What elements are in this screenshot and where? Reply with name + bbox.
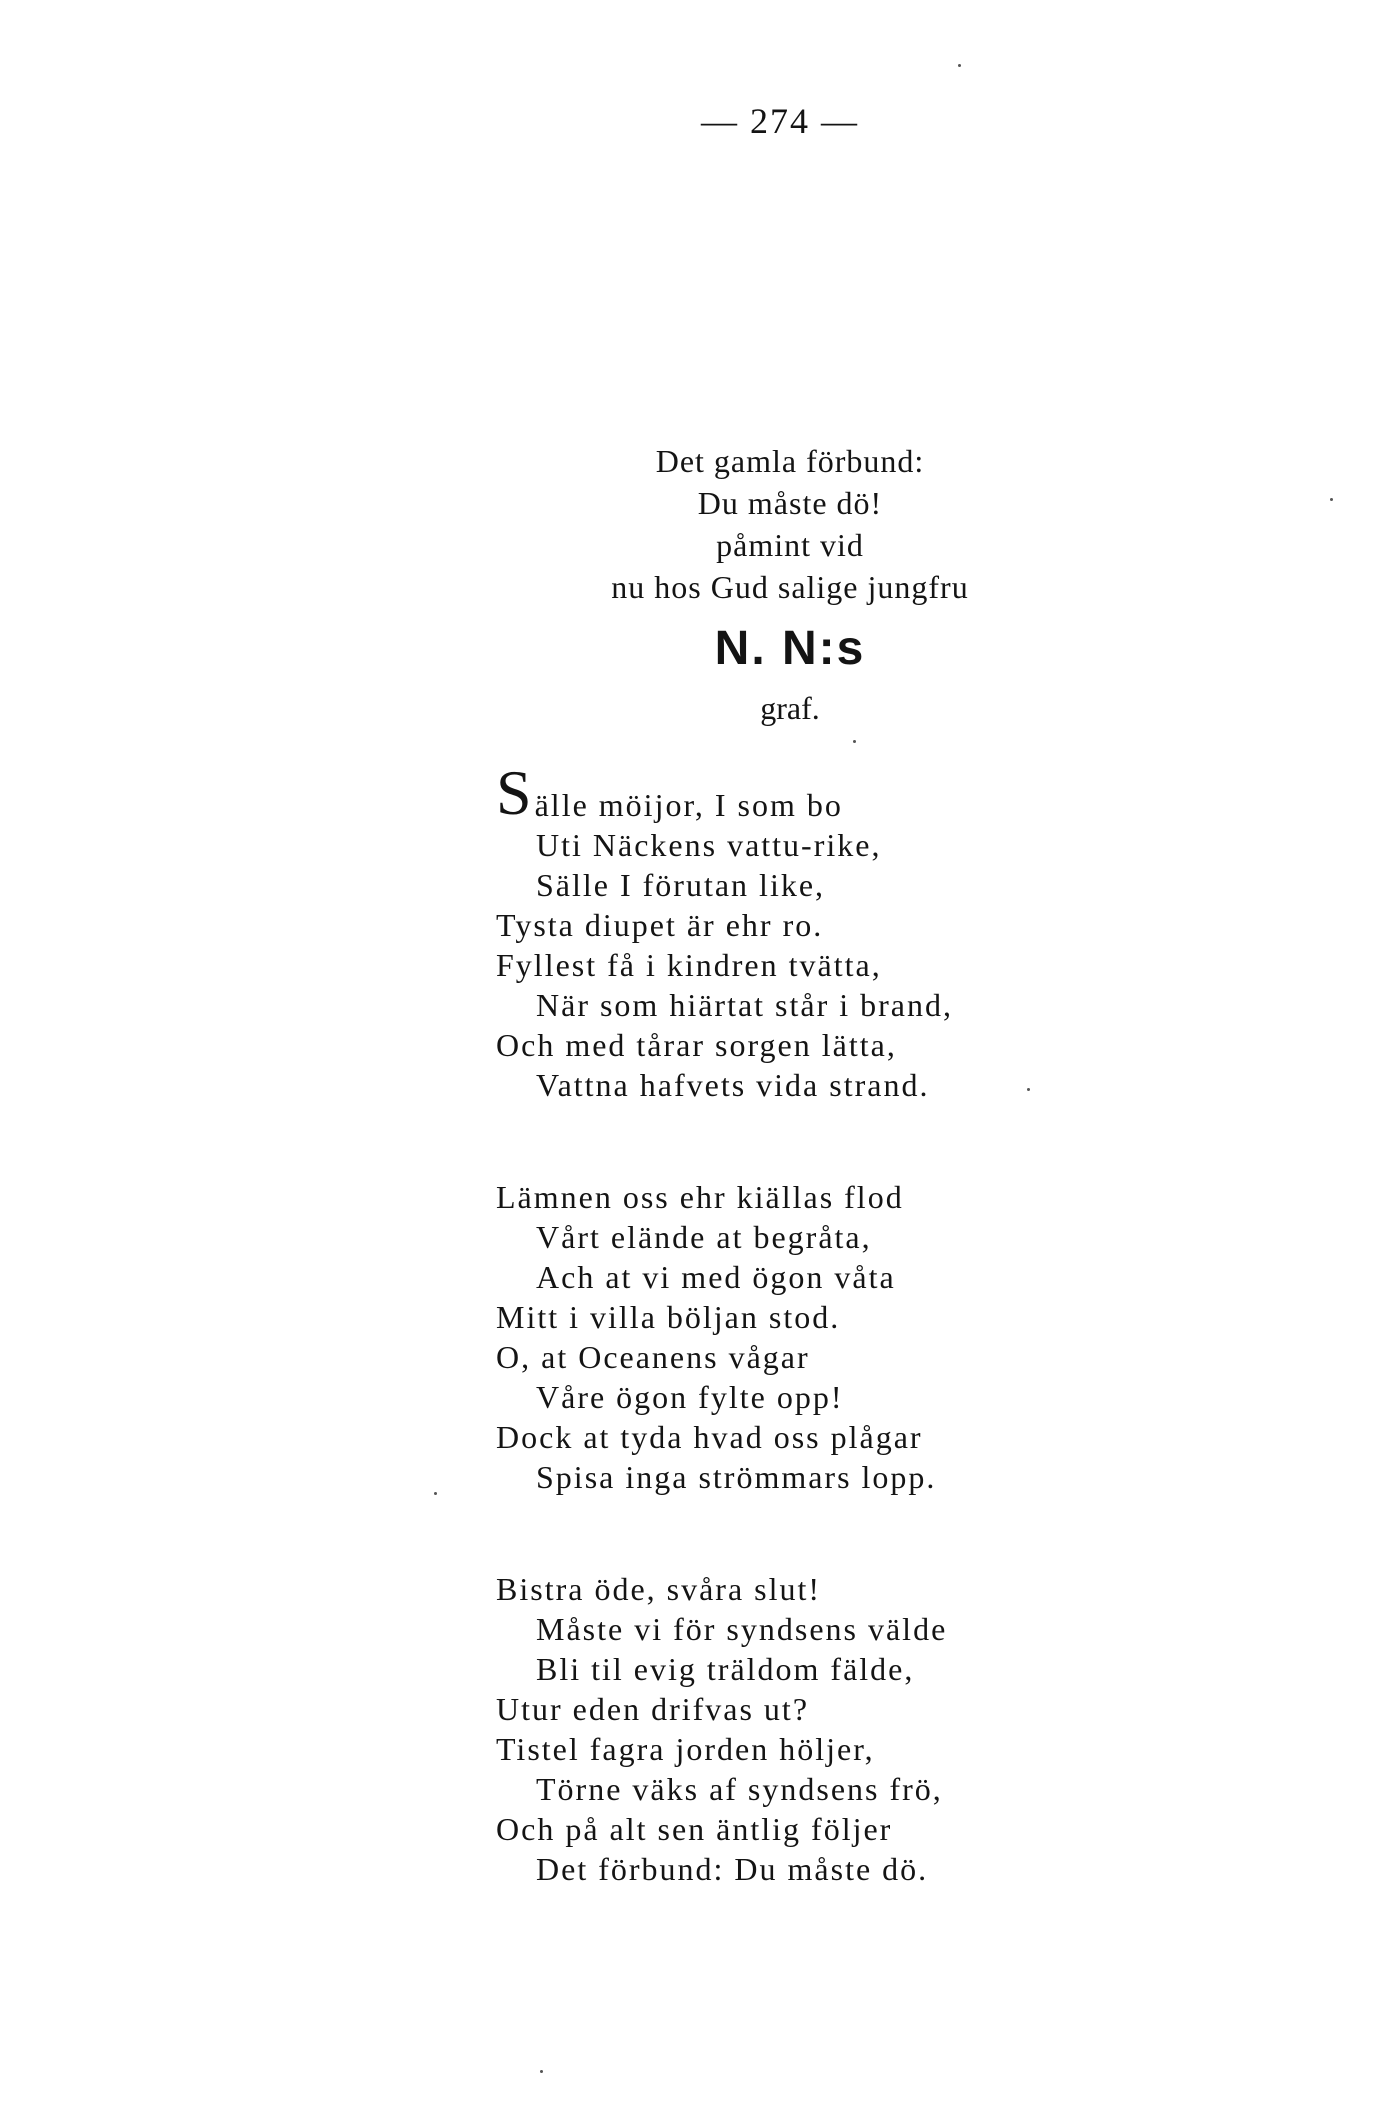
poem-line-text: Det förbund: Du måste dö.: [536, 1851, 929, 1887]
poem-line: [496, 1025, 1056, 1065]
poem-body: [496, 757, 1056, 1961]
poem-line: [496, 1065, 1056, 1105]
poem-line: [496, 1729, 1056, 1769]
heading-line: påmint vid: [716, 527, 864, 563]
poem-line: [496, 1217, 1056, 1257]
poem-line-text: Mitt i villa böljan stod.: [496, 1299, 841, 1335]
poem-line: [496, 985, 1056, 1025]
poem-line: [496, 1177, 1056, 1217]
poem-line: [496, 825, 1056, 865]
heading-graf: graf.: [760, 690, 820, 726]
print-speck: [1330, 498, 1333, 501]
poem-line-text: Och på alt sen äntlig följer: [496, 1811, 893, 1847]
poem-line-text: Vårt elände at begråta,: [536, 1219, 872, 1255]
poem-line: [496, 1689, 1056, 1729]
print-speck: [853, 740, 856, 743]
poem-line: [496, 1337, 1056, 1377]
page-number: — 274 —: [701, 101, 859, 141]
poem-line-text: Tysta diupet är ehr ro.: [496, 907, 824, 943]
heading-line: Det gamla förbund:: [655, 443, 925, 479]
poem-line-text: Utur eden drifvas ut?: [496, 1691, 810, 1727]
poem-line-text: Spisa inga strömmars lopp.: [536, 1459, 937, 1495]
print-speck: [434, 1492, 437, 1495]
heading-line: nu hos Gud salige jungfru: [611, 569, 969, 605]
poem-line: [496, 1297, 1056, 1337]
poem-line-text: Och med tårar sorgen lätta,: [496, 1027, 897, 1063]
poem-line: [496, 1569, 1056, 1609]
poem-line: [496, 905, 1056, 945]
poem-line: [496, 945, 1056, 985]
poem-line: [496, 1609, 1056, 1649]
poem-line-text: Dock at tyda hvad oss plågar: [496, 1419, 923, 1455]
poem-line: [496, 1809, 1056, 1849]
poem-line-text: Sälle I förutan like,: [536, 867, 826, 903]
print-speck: [540, 2070, 543, 2073]
poem-line-text: Bli til evig träldom fälde,: [536, 1651, 915, 1687]
poem-line-text: Ach at vi med ögon våta: [536, 1259, 896, 1295]
stanza: [496, 1569, 1056, 1889]
poem-line: [496, 1849, 1056, 1889]
print-speck: [1027, 1088, 1030, 1091]
poem-line-text: Lämnen oss ehr kiällas flod: [496, 1179, 904, 1215]
poem-line-text: Tistel fagra jorden höljer,: [496, 1731, 875, 1767]
poem-line-text: Måste vi för syndsens välde: [536, 1611, 948, 1647]
heading-line: Du måste dö!: [697, 485, 883, 521]
poem-line: [496, 1649, 1056, 1689]
poem-line: [496, 1457, 1056, 1497]
poem-line-text: Törne väks af syndsens frö,: [536, 1771, 943, 1807]
poem-line-text: När som hiärtat står i brand,: [536, 987, 953, 1023]
poem-line-text: O, at Oceanens vågar: [496, 1339, 810, 1375]
poem-line: [496, 757, 1056, 828]
heading-name: N. N:s: [714, 622, 866, 675]
poem-line: [496, 1769, 1056, 1809]
poem-heading: [600, 440, 980, 730]
poem-line: [496, 1257, 1056, 1297]
drop-cap: S: [496, 757, 534, 828]
poem-line-text: älle möijor, I som bo: [534, 787, 843, 823]
poem-line: [496, 1377, 1056, 1417]
poem-line-text: Våre ögon fylte opp!: [536, 1379, 844, 1415]
poem-line-text: Vattna hafvets vida strand.: [536, 1067, 930, 1103]
poem-line-text: Fyllest få i kindren tvätta,: [496, 947, 882, 983]
stanza: [496, 1177, 1056, 1497]
print-speck: [958, 64, 961, 67]
stanza: [496, 757, 1056, 1105]
poem-line: [496, 1417, 1056, 1457]
poem-line-text: Bistra öde, svåra slut!: [496, 1571, 822, 1607]
poem-line-text: Uti Näckens vattu-rike,: [536, 827, 882, 863]
poem-line: [496, 865, 1056, 905]
